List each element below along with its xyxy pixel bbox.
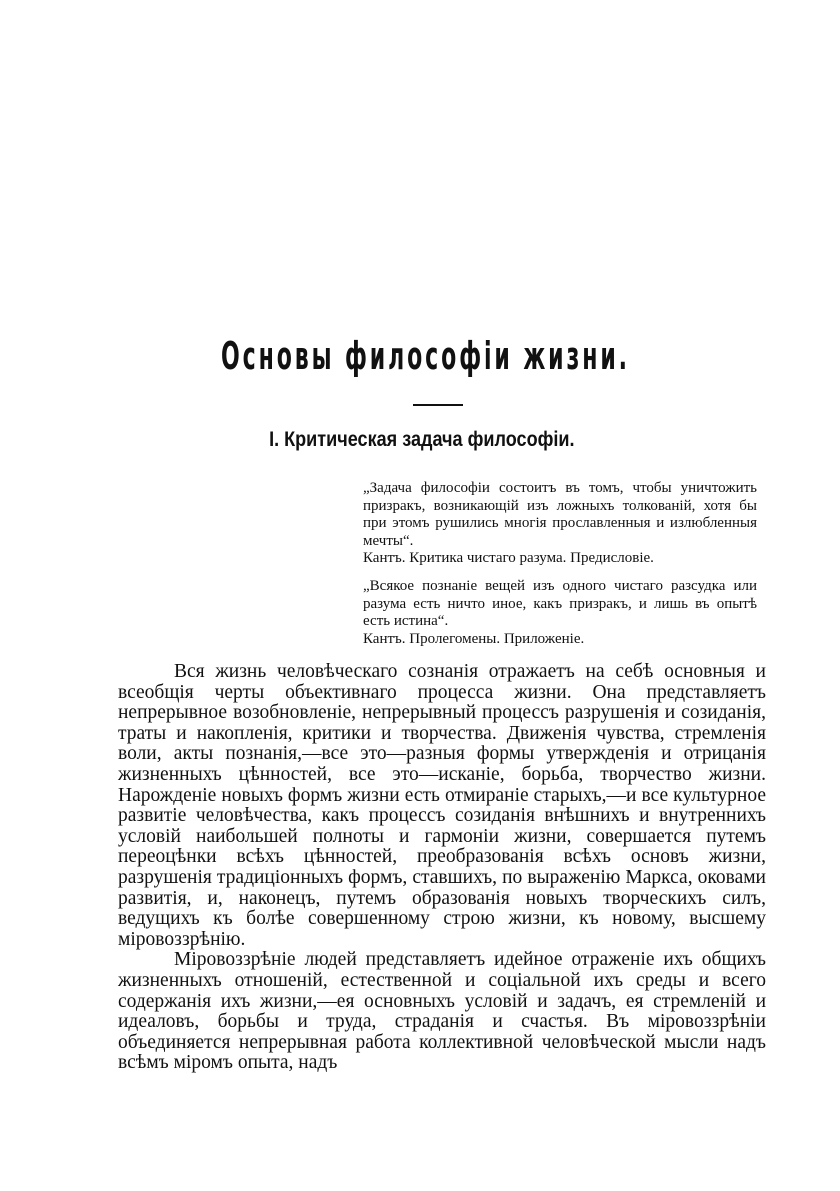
paragraph: Вся жизнь человѣческаго сознанія отражаетъ на себѣ основныя и всеобщія черты объективнаго процесса жизни. Она представляетъ непрерывное возобновленіе, непрерывный процессъ разрушенія и созиданія, траты и накопленія, критики и творчества. Движенія чувства, стремленія воли, акты познанія,—все это—разныя формы утвержденія и отрицанія жизненныхъ цѣнностей, все это—исканіе, борьба, творчество жизни. Нарожденіе новыхъ формъ жизни есть отмираніе старыхъ,—и все культурное развитіе человѣчества, какъ процессъ созиданія внѣшнихъ и внутреннихъ условій наибольшей полноты и гармоніи жизни, совершается путемъ переоцѣнки всѣхъ цѣнностей, преобразованія всѣхъ основъ жизни, разрушенія традиціонныхъ формъ, ставшихъ, по выраженію Маркса, оковами развитія, и, наконецъ, путемъ образованія новыхъ творческихъ силъ, ведущихъ къ болѣе совершенному строю жизни, къ новому, высшему міровоззрѣнію. xyxy=(118,661,766,950)
body-text xyxy=(118,662,766,1074)
epigraph-2 xyxy=(363,578,757,648)
epigraph-citation: Кантъ. Критика чистаго разума. Предисловіе. xyxy=(363,550,654,566)
epigraph-1 xyxy=(363,480,757,568)
title-divider xyxy=(413,404,463,406)
paragraph: Міровоззрѣніе людей представляетъ идейное отраженіе ихъ общихъ жизненныхъ отношеній, естественной и соціальной ихъ среды и всего содержанія ихъ жизни,—ея основныхъ условій и задачъ, ея стремленій и идеаловъ, борьбы и труда, страданія и счастья. Въ міровоззрѣніи объединяется непрерывная работа коллективной человѣческой мысли надъ всѣмъ міромъ опыта, надъ xyxy=(118,949,766,1074)
epigraph-citation: Кантъ. Пролегомены. Приложеніе. xyxy=(363,630,585,647)
epigraph-quote: „Задача философіи состоитъ въ томъ, чтобы уничтожить призракъ, возникающій изъ ложныхъ толкованій, хотя бы при этомъ рушились многія прославленныя и излюбленныя мечты“. xyxy=(363,480,757,549)
section-heading: I. Критическая задача философіи. xyxy=(269,428,575,451)
page-title: Основы философіи жизни. xyxy=(220,334,630,378)
epigraph-quote: „Всякое познаніе вещей изъ одного чистаго разсудка или разума есть ничто иное, какъ призракъ, и лишь въ опытѣ есть истина“. xyxy=(363,578,757,629)
